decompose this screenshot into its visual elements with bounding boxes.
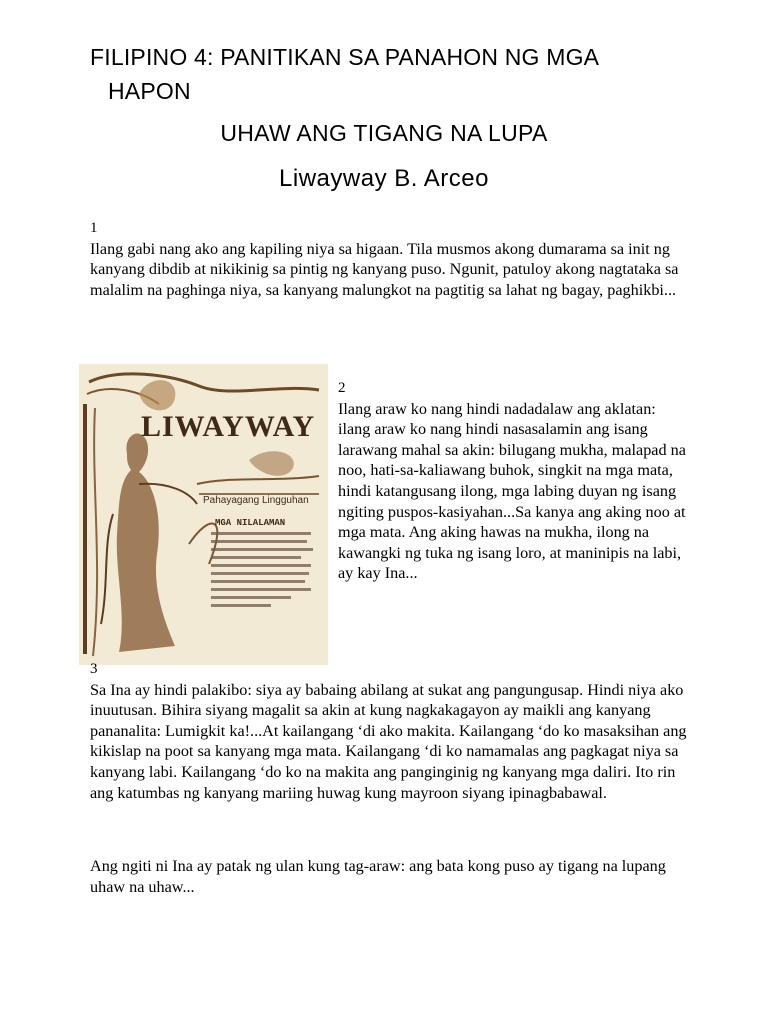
closing-paragraph	[90, 856, 690, 897]
document-header	[90, 40, 710, 108]
cover-subtitle: Pahayagang Lingguhan	[203, 495, 309, 506]
story-author: Liwayway B. Arceo	[279, 165, 489, 192]
section-number: 1	[90, 220, 98, 236]
section-3	[90, 659, 690, 803]
section-number: 3	[90, 661, 98, 677]
story-title: UHAW ANG TIGANG NA LUPA	[220, 120, 548, 146]
section-text: Ang ngiti ni Ina ay patak ng ulan kung tag-araw: ang bata kong puso ay tigang na lupang uhaw na uhaw...	[90, 857, 666, 896]
section-number: 2	[338, 380, 346, 396]
header-line-2: HAPON	[108, 78, 191, 104]
liwayway-magazine-cover-image	[79, 364, 328, 665]
cover-contents: MGA NILALAMAN	[215, 518, 286, 528]
masthead-text: LIWAYWAY	[141, 410, 316, 443]
section-text: Ilang gabi nang ako ang kapiling niya sa higaan. Tila musmos akong dumarama sa init ng kanyang dibdib at nikikinig sa pintig ng kanyang puso. Ngunit, patuloy akong nagtataka sa malalim na paghinga niya, sa kanyang malungkot na pagtitig sa lahat ng bagay, paghikbi...	[90, 239, 679, 299]
section-text: Ilang araw ko nang hindi nadadalaw ang aklatan: ilang araw ko nang hindi nasasalamin ang isang larawang mahal sa akin: bilugang mukha, malapad na noo, hati-sa-kaliawang buhok, singkit na mga mata, hindi katangusang ilong, mga labing duyan ng isang ngiting puspos-kasiyahan...Sa kanya ang aking noo at mga mata. Ang aking hawas na mukha, ilong na kawangki ng tuka ng isang loro, at maninipis na labi, ay kay Ina...	[338, 399, 686, 583]
magazine-cover-illustration	[79, 364, 328, 665]
header-line-1: FILIPINO 4: PANITIKAN SA PANAHON NG MGA	[90, 44, 600, 70]
section-1	[90, 218, 690, 300]
section-2	[338, 378, 688, 584]
section-text: Sa Ina ay hindi palakibo: siya ay babaing abilang at sukat ang pangungusap. Hindi niya ako inuutusan. Bihira siyang magalit sa akin at kung nagkakagayon ay maikli ang kanyang pananalita: Lumigkit ka!...At kailangang ‘di ako makita. Kailangang ‘do ko masaksihan ang kikislap na poot sa kanyang mga mata. Kailangang ‘di ko namamalas ang pagkagat niya sa kanyang labi. Kailangang ‘do ko na makita ang panginginig ng kanyang mga daliri. Ito rin ang katumbas ng kanyang mariing huwag kung mayroon siyang ipinagbabawal.	[90, 680, 687, 802]
